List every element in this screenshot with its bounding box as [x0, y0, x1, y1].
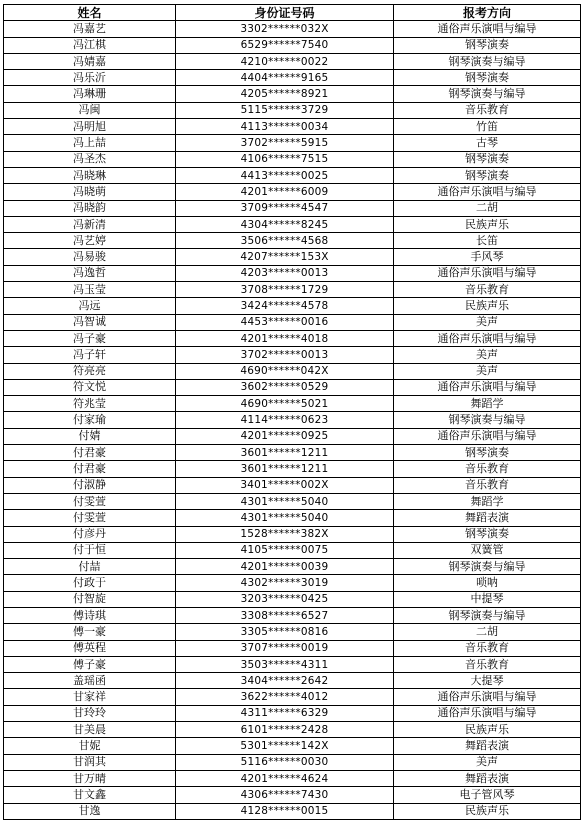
cell-id-number: 3401******002X: [176, 477, 394, 493]
cell-name: 傅一豪: [4, 624, 176, 640]
table-row: [4, 412, 581, 428]
cell-direction: 双簧管: [394, 542, 581, 558]
cell-name: 付淑静: [4, 477, 176, 493]
cell-name: 冯嘉艺: [4, 21, 176, 37]
cell-name: 付智旋: [4, 591, 176, 607]
cell-name: 冯玉莹: [4, 282, 176, 298]
table-row: [4, 119, 581, 135]
table-row: [4, 787, 581, 803]
cell-direction: 通俗声乐演唱与编导: [394, 379, 581, 395]
table-row: [4, 493, 581, 509]
cell-id-number: 4201******4018: [176, 330, 394, 346]
cell-id-number: 3709******4547: [176, 200, 394, 216]
table-row: [4, 656, 581, 672]
cell-direction: 大提琴: [394, 673, 581, 689]
cell-id-number: 3702******5915: [176, 135, 394, 151]
cell-direction: 美声: [394, 347, 581, 363]
table-row: [4, 624, 581, 640]
table-row: [4, 216, 581, 232]
cell-name: 傅诗琪: [4, 607, 176, 623]
cell-direction: 民族声乐: [394, 722, 581, 738]
cell-name: 傅子豪: [4, 656, 176, 672]
table-row: [4, 526, 581, 542]
table-row: [4, 542, 581, 558]
table-row: [4, 754, 581, 770]
table-row: [4, 803, 581, 819]
cell-id-number: 3404******2642: [176, 673, 394, 689]
cell-direction: 钢琴演奏: [394, 70, 581, 86]
cell-name: 符兆莹: [4, 396, 176, 412]
table-row: [4, 396, 581, 412]
cell-direction: 音乐教育: [394, 461, 581, 477]
table-header-row: [4, 5, 581, 21]
header-name: 姓名: [4, 5, 176, 21]
table-row: [4, 575, 581, 591]
cell-name: 傅英程: [4, 640, 176, 656]
table-row: [4, 770, 581, 786]
cell-direction: 民族声乐: [394, 216, 581, 232]
cell-name: 甘逸: [4, 803, 176, 819]
cell-direction: 长笛: [394, 233, 581, 249]
cell-id-number: 4306******7430: [176, 787, 394, 803]
cell-direction: 民族声乐: [394, 298, 581, 314]
cell-id-number: 4201******0925: [176, 428, 394, 444]
cell-direction: 钢琴演奏与编导: [394, 412, 581, 428]
cell-id-number: 4113******0034: [176, 119, 394, 135]
cell-name: 冯上喆: [4, 135, 176, 151]
cell-name: 甘文鑫: [4, 787, 176, 803]
table-row: [4, 282, 581, 298]
cell-name: 冯婧嘉: [4, 53, 176, 69]
table-row: [4, 135, 581, 151]
cell-name: 冯子轩: [4, 347, 176, 363]
cell-name: 付君豪: [4, 461, 176, 477]
table-row: [4, 607, 581, 623]
cell-direction: 通俗声乐演唱与编导: [394, 428, 581, 444]
header-id-number: 身份证号码: [176, 5, 394, 21]
cell-name: 盖瑶函: [4, 673, 176, 689]
cell-direction: 钢琴演奏: [394, 151, 581, 167]
cell-id-number: 4304******8245: [176, 216, 394, 232]
cell-name: 冯智诚: [4, 314, 176, 330]
cell-id-number: 3203******0425: [176, 591, 394, 607]
cell-id-number: 4201******6009: [176, 184, 394, 200]
table-row: [4, 705, 581, 721]
table-row: [4, 102, 581, 118]
cell-name: 冯闽: [4, 102, 176, 118]
table-row: [4, 347, 581, 363]
cell-id-number: 4301******5040: [176, 493, 394, 509]
cell-direction: 舞蹈表演: [394, 738, 581, 754]
table-row: [4, 314, 581, 330]
cell-id-number: 4205******8921: [176, 86, 394, 102]
cell-direction: 美声: [394, 754, 581, 770]
table-body: [4, 21, 581, 820]
cell-name: 冯琳珊: [4, 86, 176, 102]
cell-direction: 音乐教育: [394, 282, 581, 298]
cell-direction: 钢琴演奏: [394, 37, 581, 53]
cell-id-number: 4302******3019: [176, 575, 394, 591]
cell-direction: 舞蹈表演: [394, 770, 581, 786]
cell-direction: 音乐教育: [394, 477, 581, 493]
cell-direction: 钢琴演奏: [394, 167, 581, 183]
cell-direction: 竹笛: [394, 119, 581, 135]
cell-name: 甘家祥: [4, 689, 176, 705]
cell-id-number: 3424******4578: [176, 298, 394, 314]
cell-id-number: 3506******4568: [176, 233, 394, 249]
cell-name: 冯易骏: [4, 249, 176, 265]
cell-name: 冯晓韵: [4, 200, 176, 216]
cell-name: 甘妮: [4, 738, 176, 754]
cell-id-number: 4105******0075: [176, 542, 394, 558]
table-row: [4, 738, 581, 754]
cell-direction: 通俗声乐演唱与编导: [394, 705, 581, 721]
cell-name: 付彦丹: [4, 526, 176, 542]
cell-direction: 古琴: [394, 135, 581, 151]
cell-direction: 通俗声乐演唱与编导: [394, 184, 581, 200]
cell-id-number: 4210******0022: [176, 53, 394, 69]
cell-name: 甘润其: [4, 754, 176, 770]
cell-direction: 通俗声乐演唱与编导: [394, 21, 581, 37]
table-row: [4, 53, 581, 69]
cell-name: 冯远: [4, 298, 176, 314]
cell-id-number: 4311******6329: [176, 705, 394, 721]
cell-id-number: 3503******4311: [176, 656, 394, 672]
cell-direction: 美声: [394, 363, 581, 379]
cell-direction: 民族声乐: [394, 803, 581, 819]
cell-id-number: 3708******1729: [176, 282, 394, 298]
cell-direction: 音乐教育: [394, 102, 581, 118]
cell-name: 冯晓琳: [4, 167, 176, 183]
cell-id-number: 6101******2428: [176, 722, 394, 738]
table-row: [4, 722, 581, 738]
cell-name: 冯乐沂: [4, 70, 176, 86]
cell-direction: 舞蹈表演: [394, 510, 581, 526]
table-row: [4, 21, 581, 37]
table-row: [4, 559, 581, 575]
cell-direction: 中提琴: [394, 591, 581, 607]
cell-id-number: 4413******0025: [176, 167, 394, 183]
cell-direction: 舞蹈学: [394, 396, 581, 412]
cell-id-number: 4301******5040: [176, 510, 394, 526]
table-row: [4, 445, 581, 461]
cell-direction: 钢琴演奏: [394, 445, 581, 461]
cell-id-number: 4690******042X: [176, 363, 394, 379]
cell-name: 冯艺婷: [4, 233, 176, 249]
cell-name: 冯圣杰: [4, 151, 176, 167]
cell-id-number: 3305******0816: [176, 624, 394, 640]
table-row: [4, 689, 581, 705]
cell-id-number: 3601******1211: [176, 445, 394, 461]
cell-id-number: 3702******0013: [176, 347, 394, 363]
cell-direction: 唢呐: [394, 575, 581, 591]
cell-id-number: 4453******0016: [176, 314, 394, 330]
header-direction: 报考方向: [394, 5, 581, 21]
cell-direction: 钢琴演奏与编导: [394, 53, 581, 69]
table-row: [4, 461, 581, 477]
cell-name: 付婧: [4, 428, 176, 444]
cell-direction: 美声: [394, 314, 581, 330]
cell-name: 冯新清: [4, 216, 176, 232]
cell-direction: 钢琴演奏与编导: [394, 86, 581, 102]
cell-id-number: 3602******0529: [176, 379, 394, 395]
cell-id-number: 4203******0013: [176, 265, 394, 281]
cell-direction: 电子管风琴: [394, 787, 581, 803]
cell-name: 付喆: [4, 559, 176, 575]
cell-direction: 钢琴演奏: [394, 526, 581, 542]
cell-direction: 通俗声乐演唱与编导: [394, 689, 581, 705]
cell-id-number: 1528******382X: [176, 526, 394, 542]
cell-name: 冯逸哲: [4, 265, 176, 281]
table-row: [4, 200, 581, 216]
cell-id-number: 3707******0019: [176, 640, 394, 656]
table-row: [4, 233, 581, 249]
table-row: [4, 265, 581, 281]
cell-id-number: 5301******142X: [176, 738, 394, 754]
table-row: [4, 640, 581, 656]
table-row: [4, 591, 581, 607]
cell-id-number: 3622******4012: [176, 689, 394, 705]
cell-direction: 通俗声乐演唱与编导: [394, 265, 581, 281]
cell-id-number: 5116******0030: [176, 754, 394, 770]
table-row: [4, 330, 581, 346]
cell-name: 甘万晴: [4, 770, 176, 786]
cell-direction: 钢琴演奏与编导: [394, 607, 581, 623]
table-row: [4, 379, 581, 395]
cell-name: 付君豪: [4, 445, 176, 461]
cell-direction: 二胡: [394, 624, 581, 640]
cell-id-number: 4128******0015: [176, 803, 394, 819]
table-row: [4, 510, 581, 526]
cell-direction: 音乐教育: [394, 640, 581, 656]
cell-id-number: 4114******0623: [176, 412, 394, 428]
cell-id-number: 4207******153X: [176, 249, 394, 265]
table-row: [4, 363, 581, 379]
cell-id-number: 4201******0039: [176, 559, 394, 575]
table-row: [4, 70, 581, 86]
cell-id-number: 4404******9165: [176, 70, 394, 86]
table-row: [4, 151, 581, 167]
cell-direction: 舞蹈学: [394, 493, 581, 509]
cell-name: 符文悦: [4, 379, 176, 395]
table-row: [4, 673, 581, 689]
table-row: [4, 298, 581, 314]
cell-name: 付政于: [4, 575, 176, 591]
table-row: [4, 184, 581, 200]
table-row: [4, 86, 581, 102]
cell-id-number: 5115******3729: [176, 102, 394, 118]
cell-name: 冯晓萌: [4, 184, 176, 200]
cell-id-number: 4106******7515: [176, 151, 394, 167]
cell-direction: 音乐教育: [394, 656, 581, 672]
table-row: [4, 37, 581, 53]
cell-id-number: 4201******4624: [176, 770, 394, 786]
cell-name: 冯子豪: [4, 330, 176, 346]
cell-name: 冯明旭: [4, 119, 176, 135]
table-row: [4, 428, 581, 444]
cell-direction: 二胡: [394, 200, 581, 216]
cell-direction: 钢琴演奏与编导: [394, 559, 581, 575]
cell-name: 冯江棋: [4, 37, 176, 53]
cell-id-number: 3601******1211: [176, 461, 394, 477]
table-row: [4, 477, 581, 493]
table-row: [4, 249, 581, 265]
cell-id-number: 6529******7540: [176, 37, 394, 53]
cell-direction: 手风琴: [394, 249, 581, 265]
cell-name: 付雯萱: [4, 510, 176, 526]
cell-name: 付家瑜: [4, 412, 176, 428]
applicant-table: [3, 4, 581, 820]
cell-id-number: 4690******5021: [176, 396, 394, 412]
cell-id-number: 3308******6527: [176, 607, 394, 623]
cell-name: 付雯萱: [4, 493, 176, 509]
cell-name: 符亮亮: [4, 363, 176, 379]
table-row: [4, 167, 581, 183]
cell-name: 甘玲玲: [4, 705, 176, 721]
cell-name: 甘美晨: [4, 722, 176, 738]
cell-direction: 通俗声乐演唱与编导: [394, 330, 581, 346]
cell-id-number: 3302******032X: [176, 21, 394, 37]
cell-name: 付于恒: [4, 542, 176, 558]
